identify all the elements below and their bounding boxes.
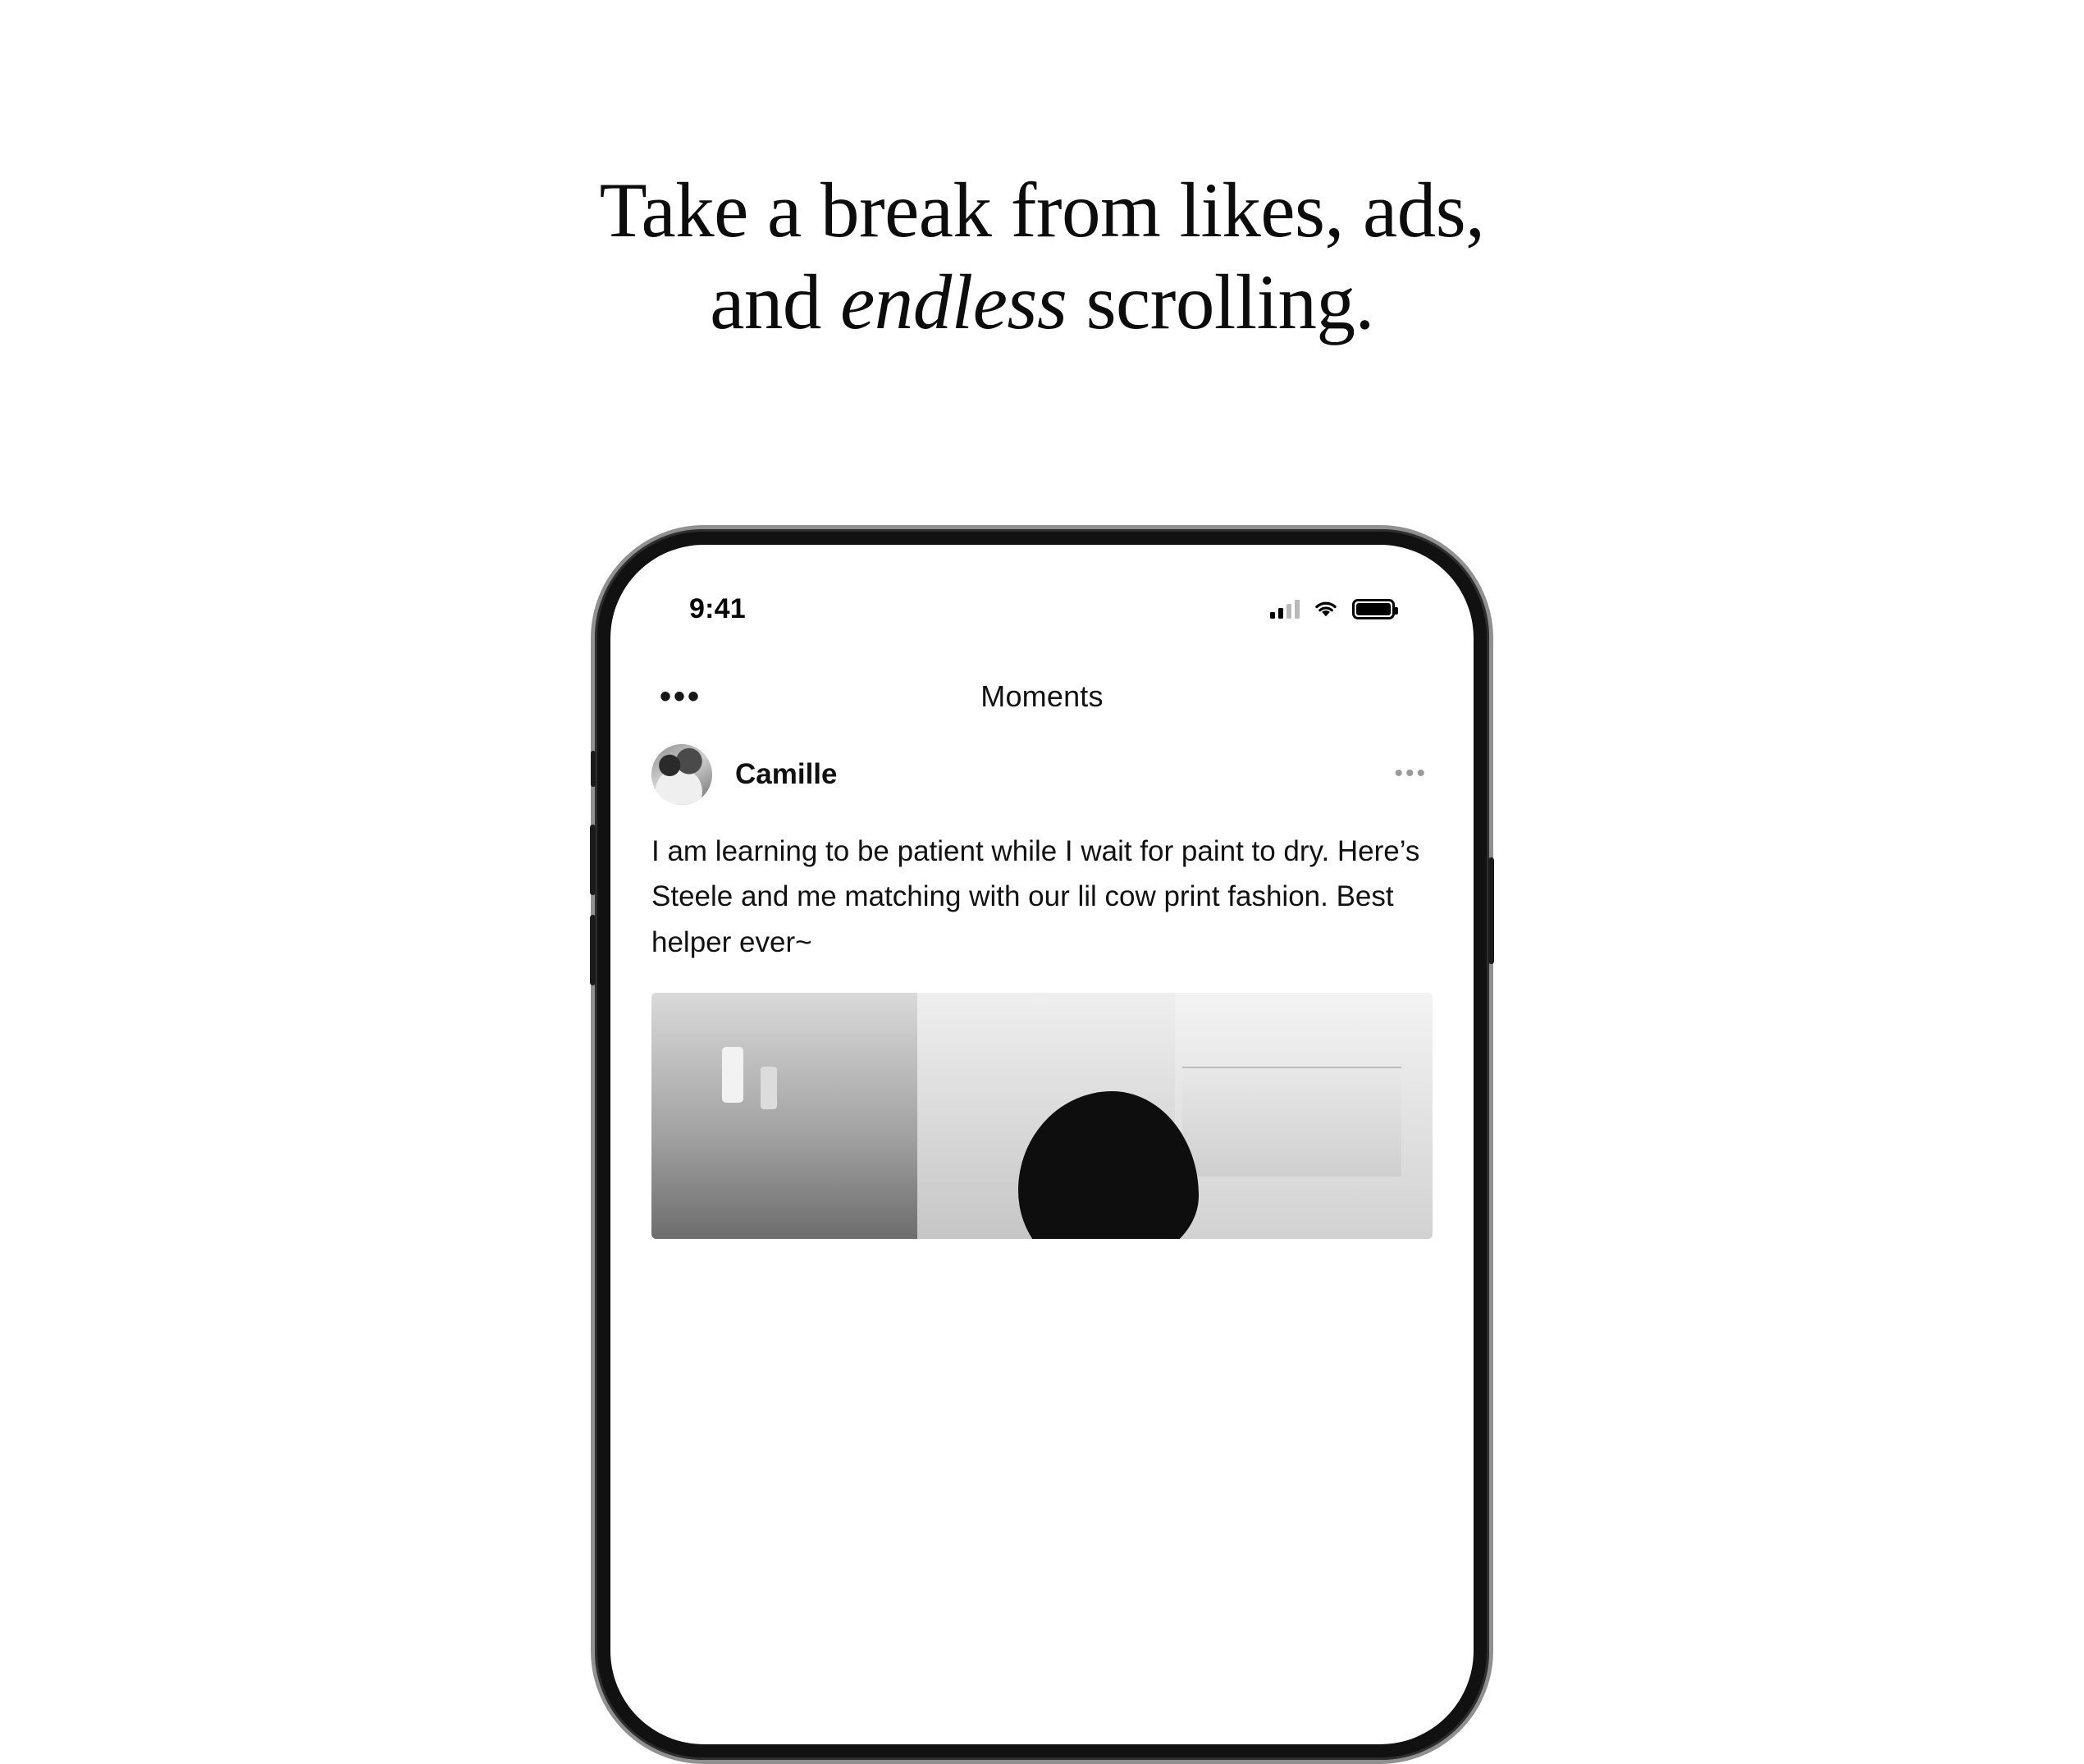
status-icons (1270, 599, 1395, 619)
avatar[interactable] (651, 744, 712, 805)
battery-full-icon (1352, 599, 1395, 619)
headline-line-2-suffix: scrolling. (1067, 258, 1374, 346)
headline-line-1: Take a break from likes, ads, (599, 167, 1485, 254)
volume-up-button[interactable] (590, 825, 596, 895)
headline-emphasis: endless (840, 258, 1067, 346)
headline-line-2-prefix: and (710, 258, 841, 346)
cellular-signal-icon (1270, 599, 1300, 619)
silent-switch-button[interactable] (591, 751, 596, 787)
page-title: Moments (980, 679, 1104, 713)
wifi-icon (1313, 599, 1339, 619)
ellipsis-icon[interactable]: ••• (660, 679, 702, 715)
post-author-name[interactable]: Camille (735, 758, 838, 790)
post-header (610, 735, 1474, 814)
page-headline (0, 164, 2084, 348)
post-photo[interactable] (651, 993, 1433, 1239)
app-header (610, 660, 1474, 733)
headline-line-2 (0, 256, 2084, 348)
post-card (610, 735, 1474, 1239)
status-time: 9:41 (689, 592, 746, 624)
phone-frame (595, 529, 1489, 1760)
volume-down-button[interactable] (590, 915, 596, 985)
power-button[interactable] (1488, 857, 1494, 964)
post-ellipsis-icon[interactable]: ••• (1394, 760, 1428, 787)
phone-screen (610, 545, 1474, 1744)
post-text: I am learning to be patient while I wait for paint to dry. Here’s Steele and me matching with our lil cow print fashion. Best helper ever~ (651, 835, 1420, 958)
status-bar (610, 592, 1474, 625)
phone-mockup (595, 529, 1489, 1268)
